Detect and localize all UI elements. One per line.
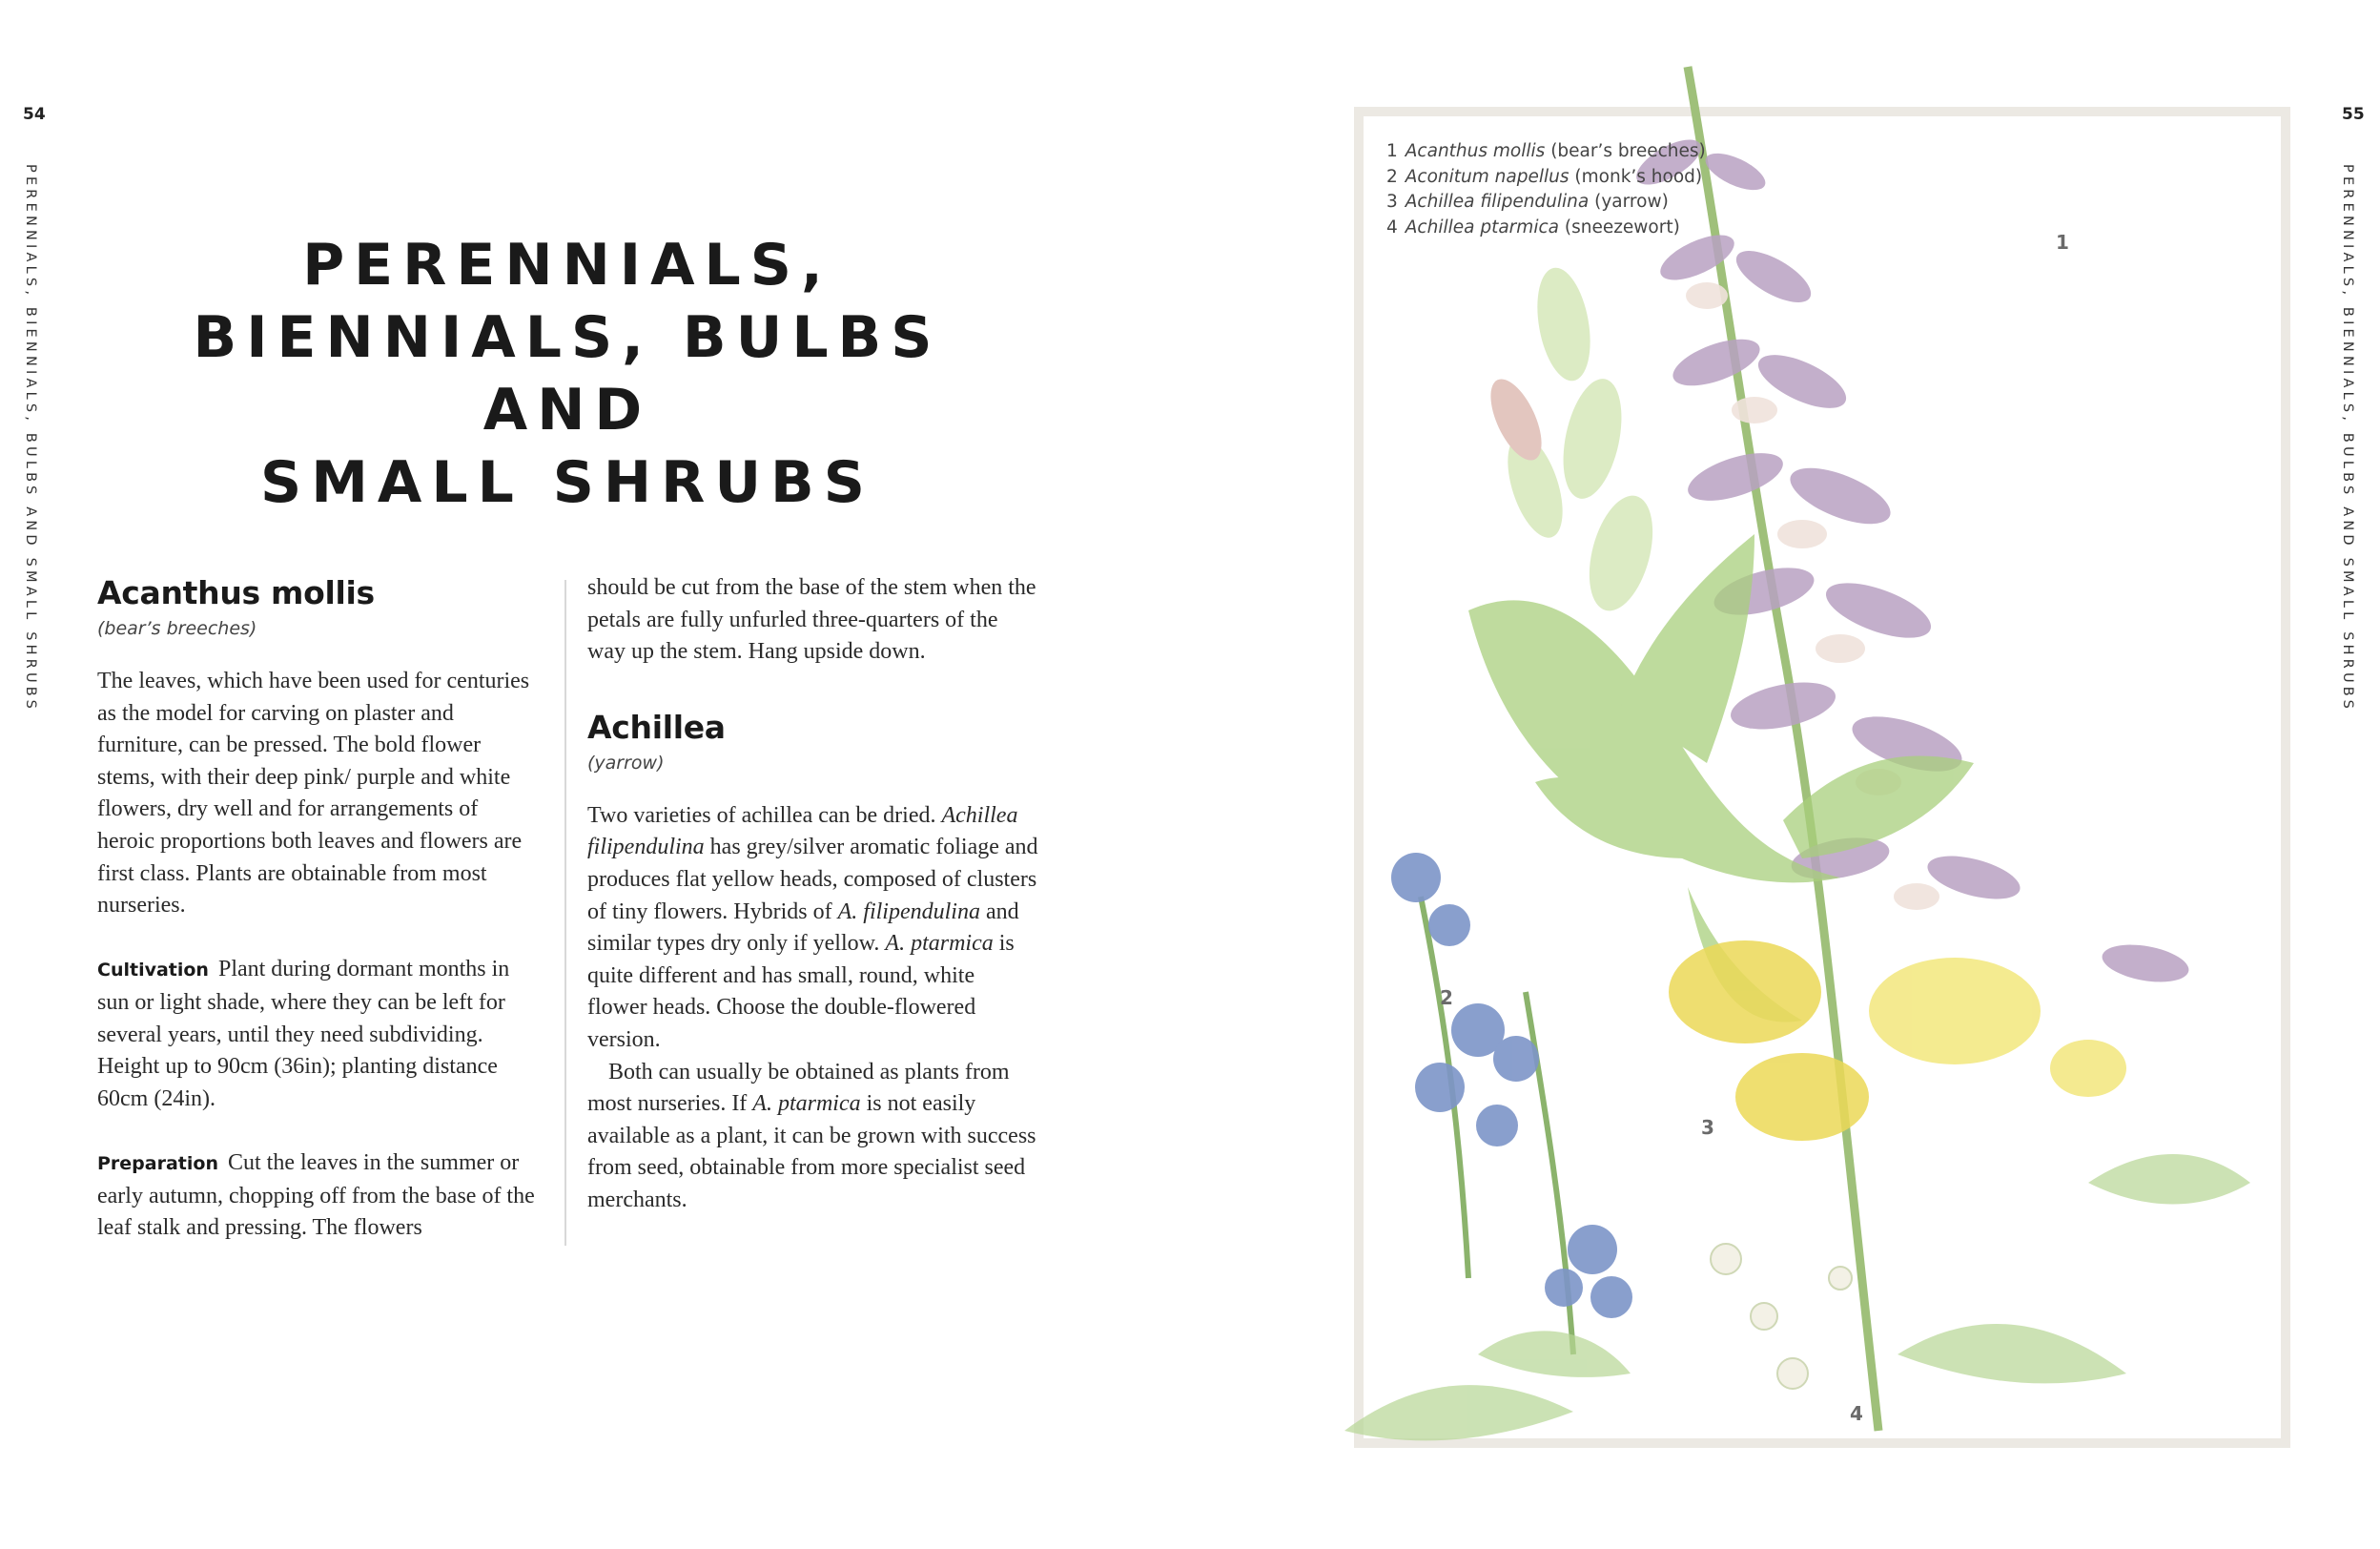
chapter-title-line-1: PERENNIALS, [302, 232, 832, 299]
page-number-left: 54 [23, 105, 46, 124]
entry-heading-acanthus: Acanthus mollis [97, 574, 375, 611]
plate-number-3: 3 [1701, 1116, 1714, 1139]
running-head-left: PERENNIALS, BIENNIALS, BULBS AND SMALL SHRUBS [23, 164, 38, 713]
cultivation-text: Plant during dormant months in sun or light shade, where they can be left for several years, until they need subdividing. Height up to 90cm (36in); planting distance 60cm (24in). [97, 957, 510, 1111]
caption-latin-name: Acanthus mollis [1405, 141, 1546, 161]
page-number-right: 55 [2342, 105, 2365, 124]
acanthus-preparation [97, 1147, 536, 1245]
acanthus-intro: The leaves, which have been used for centuries as the model for carving on plaster and furniture, can be pressed. The bold flower stems, with their deep pink/ purple and white flowers, dry well and for arrangements of heroic proportions both leaves and flowers are first class. Plants are obtainable from most nurseries. [97, 669, 530, 919]
chapter-title-line-2: BIENNIALS, BULBS AND [193, 304, 942, 444]
caption-item [1386, 190, 1706, 216]
acanthus-cultivation [97, 954, 536, 1115]
plate-caption [1386, 139, 1706, 240]
plate-number-4: 4 [1850, 1402, 1863, 1425]
caption-common-name: (yarrow) [1594, 192, 1669, 212]
caption-common-name: (bear’s breeches) [1550, 141, 1706, 161]
caption-latin-name: Achillea ptarmica [1405, 217, 1559, 238]
achillea-paragraph-2 [587, 1057, 1039, 1217]
achillea-paragraph-1 [587, 800, 1039, 1057]
caption-latin-name: Achillea filipendulina [1405, 192, 1590, 212]
plate-number-1: 1 [2056, 231, 2069, 254]
achillea-p2-text-a: Both can usually be obtained as plants from most nurseries. If [587, 1059, 1010, 1117]
achillea-p1-text-e: and similar types dry only if yellow. [587, 898, 1019, 957]
text-column-2 [587, 572, 1039, 1249]
plate-number-2: 2 [1440, 986, 1453, 1009]
preparation-label: Preparation [97, 1152, 218, 1174]
achillea-p1-italic-b: Achillea filipendulina [587, 802, 1018, 860]
caption-common-name: (monk’s hood) [1574, 166, 1703, 187]
caption-latin-name: Aconitum napellus [1405, 166, 1570, 187]
entry-common-name-achillea: (yarrow) [587, 752, 665, 774]
pale-spike-illustration [1480, 263, 1664, 617]
achillea-yellow-illustration [1669, 940, 2126, 1141]
entry-common-name-acanthus: (bear’s breeches) [97, 618, 257, 639]
caption-item [1386, 216, 1706, 241]
caption-number: 2 [1386, 166, 1398, 187]
acanthus-spike-illustration [1630, 67, 2191, 1431]
achillea-p1-italic-d: A. filipendulina [837, 898, 980, 924]
achillea-p1-text-g: is quite different and has small, round, white flower heads. Choose the double-flowered version. [587, 931, 1015, 1052]
caption-common-name: (sneezewort) [1564, 217, 1680, 238]
caption-item [1386, 165, 1706, 191]
achillea-p2-text-c: is not easily available as a plant, it can be grown with success from seed, obtainable from more specialist seed merchants. [587, 1091, 1036, 1212]
chapter-title [95, 229, 1039, 519]
chapter-title-line-3: SMALL SHRUBS [259, 449, 874, 516]
achillea-p1-text-c: has grey/silver aromatic foliage and produces flat yellow heads, composed of clusters of tiny flowers. Hybrids of [587, 835, 1038, 924]
running-head-right: PERENNIALS, BIENNIALS, BULBS AND SMALL SHRUBS [2340, 164, 2355, 713]
preparation-text: Cut the leaves in the summer or early autumn, chopping off from the base of the leaf stalk and pressing. The flowers [97, 1149, 535, 1241]
caption-number: 4 [1386, 217, 1398, 238]
acanthus-preparation-continued: should be cut from the base of the stem when the petals are fully unfurled three-quarters of the way up the stem. Hang upside down. [587, 575, 1036, 665]
botanical-illustration [1306, 38, 2317, 1488]
achillea-p1-italic-f: A. ptarmica [885, 931, 994, 957]
entry-heading-achillea: Achillea [587, 708, 726, 746]
text-column-1 [97, 572, 536, 1276]
caption-number: 3 [1386, 192, 1398, 212]
achillea-ptarmica-illustration [1711, 1244, 1852, 1389]
caption-item [1386, 139, 1706, 165]
column-rule [564, 580, 566, 1246]
achillea-p1-text-a: Two varieties of achillea can be dried. [587, 802, 936, 828]
cultivation-label: Cultivation [97, 960, 209, 981]
achillea-p2-italic-b: A. ptarmica [752, 1091, 861, 1117]
caption-number: 1 [1386, 141, 1398, 161]
aconitum-illustration [1391, 853, 1632, 1354]
lower-foliage-illustration [1344, 1154, 2250, 1440]
